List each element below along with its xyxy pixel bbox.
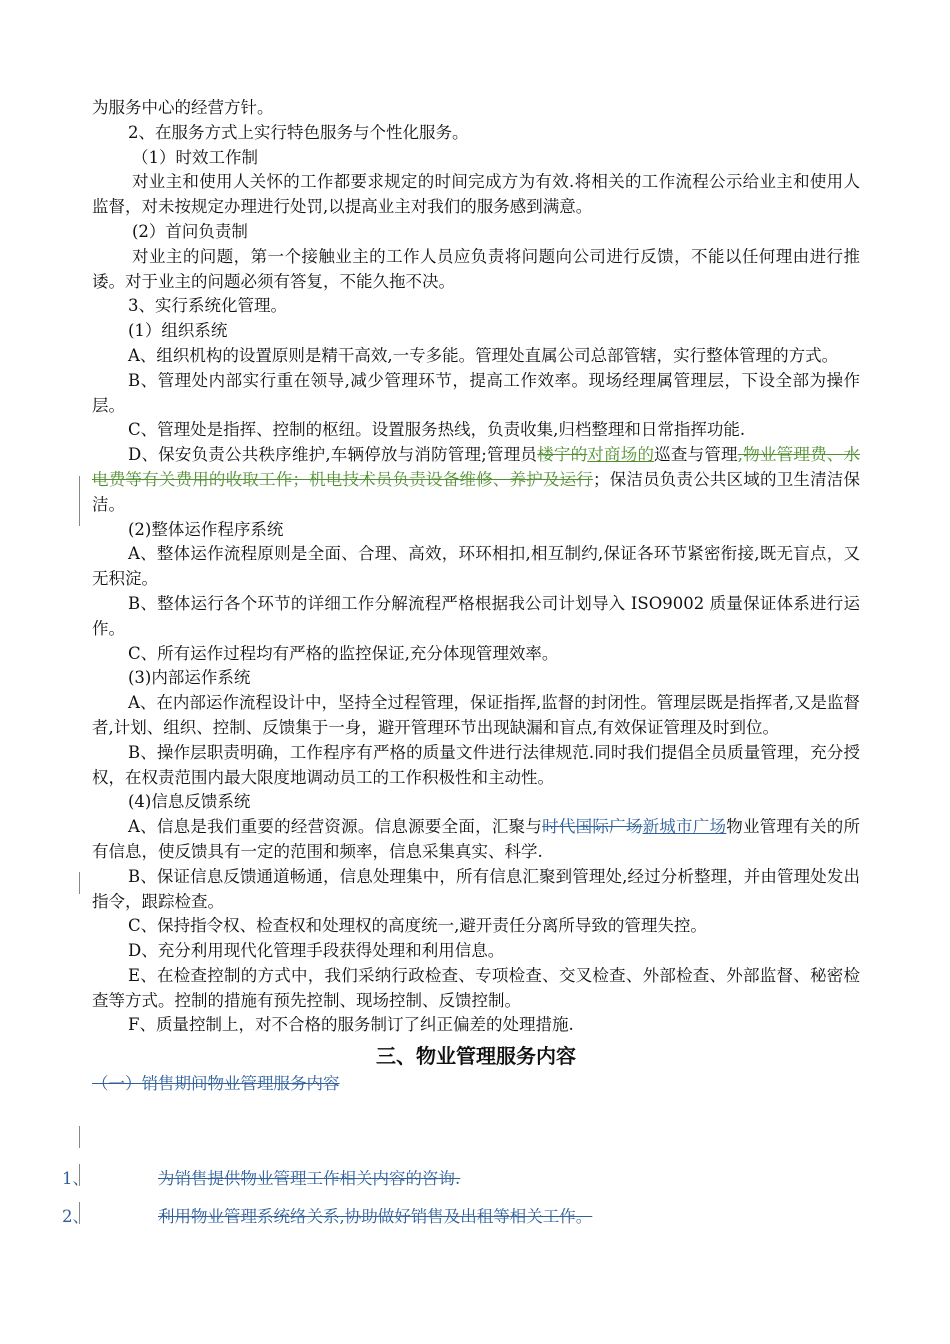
text-run: D、保安负责公共秩序维护,车辆停放与消防管理;管理员: [128, 445, 538, 465]
subheading: (3)内部运作系统: [128, 668, 251, 688]
paragraph: 为服务中心的经营方针。: [92, 98, 274, 117]
document-body: [92, 96, 860, 1097]
paragraph: 对业主和使用人关怀的工作都要求规定的时间完成方为有效.将相关的工作流程公示给业主和使用人监督，对未按规定办理进行处罚,以提高业主对我们的服务感到满意。: [92, 172, 860, 217]
list-text: 为销售提供物业管理工作相关内容的咨询.: [158, 1169, 461, 1188]
paragraph: F、质量控制上，对不合格的服务制订了纠正偏差的处理措施.: [128, 1015, 574, 1035]
paragraph: C、保持指令权、检查权和处理权的高度统一,避开责任分离所导致的管理失控。: [128, 916, 707, 936]
paragraph: B、保证信息反馈通道畅通，信息处理集中，所有信息汇聚到管理处,经过分析整理，并由管理处发出指令，跟踪检查。: [92, 866, 860, 911]
list-text: 利用物业管理系统络关系,协助做好销售及出租等相关工作。: [158, 1207, 593, 1226]
text-run: 物业管理有关的所有信息，使反馈具有一定的范围和频率，信息采集真实、科学.: [92, 817, 861, 861]
paragraph-with-revisions: [92, 815, 860, 865]
subheading: (1）组织系统: [128, 321, 228, 341]
inserted-text: 对商场的: [587, 445, 655, 465]
paragraph: E、在检查控制的方式中，我们采纳行政检查、专项检查、交叉检查、外部检查、外部监督、秘密检查等方式。控制的措施有预先控制、现场控制、反馈控制。: [92, 965, 860, 1010]
deleted-text: 楼宇的: [537, 445, 588, 465]
list-number: 1、: [62, 1169, 89, 1188]
paragraph: D、充分利用现代化管理手段获得处理和利用信息。: [128, 941, 505, 961]
paragraph: 2、在服务方式上实行特色服务与个性化服务。: [128, 122, 469, 142]
paragraph: B、管理处内部实行重在领导,减少管理环节，提高工作效率。现场经理属管理层，下设全部为操作层。: [92, 370, 860, 415]
paragraph: C、管理处是指挥、控制的枢纽。设置服务热线，负责收集,归档整理和日常指挥功能.: [128, 420, 746, 440]
text-run: A、信息是我们重要的经营资源。信息源要全面，汇聚与: [128, 817, 543, 837]
list-number: 2、: [62, 1207, 89, 1226]
deleted-list-item: [62, 1203, 822, 1227]
change-bar: [79, 872, 80, 894]
text-run: 巡查与管理: [654, 445, 738, 465]
subheading: (2)整体运作程序系统: [128, 519, 284, 539]
inserted-text: 新城市广场: [642, 817, 727, 837]
paragraph: 3、实行系统化管理。: [128, 296, 287, 316]
paragraph-with-revisions: [92, 443, 860, 517]
deleted-text: ,物业管理费、水电费等有关费用的收取工作；机电技术员负责设备维修、养护及运行: [92, 445, 861, 489]
paragraph: A、整体运作流程原则是全面、合理、高效，环环相扣,相互制约,保证各环节紧密衔接,既无盲点，又无积淀。: [92, 544, 860, 589]
paragraph: 对业主的问题，第一个接触业主的工作人员应负责将问题向公司进行反馈，不能以任何理由进行推诿。对于业主的问题必须有答复，不能久拖不决。: [92, 246, 860, 291]
deleted-list-item: [62, 1165, 822, 1189]
subheading: （1）时效工作制: [132, 147, 258, 167]
paragraph: A、在内部运作流程设计中，坚持全过程管理，保证指挥,监督的封闭性。管理层既是指挥者,又是监督者,计划、组织、控制、反馈集于一身，避开管理环节出现缺漏和盲点,有效保证管理及时到位。: [92, 693, 860, 737]
paragraph: B、操作层职责明确，工作程序有严格的质量文件进行法律规范.同时我们提倡全员质量管理，充分授权，在权责范围内最大限度地调动员工的工作积极性和主动性。: [92, 742, 860, 787]
section-heading: 三、物业管理服务内容: [376, 1044, 576, 1069]
deleted-subheading: （一）销售期间物业管理服务内容: [92, 1074, 340, 1094]
change-bar: [79, 476, 80, 526]
subheading: (4)信息反馈系统: [128, 792, 251, 812]
paragraph: C、所有运作过程均有严格的监控保证,充分体现管理效率。: [128, 643, 559, 663]
paragraph: B、整体运行各个环节的详细工作分解流程严格根据我公司计划导入 ISO9002 质量保证体系进行运作。: [92, 593, 860, 638]
change-bar: [79, 1126, 80, 1148]
paragraph: A、组织机构的设置原则是精干高效,一专多能。管理处直属公司总部管辖，实行整体管理的方式。: [128, 345, 839, 365]
subheading: (2）首问负责制: [132, 221, 248, 241]
text-run: ；保洁员负责公共区域的卫生清洁保洁。: [92, 469, 861, 514]
deleted-text: 时代国际广场: [542, 817, 643, 837]
